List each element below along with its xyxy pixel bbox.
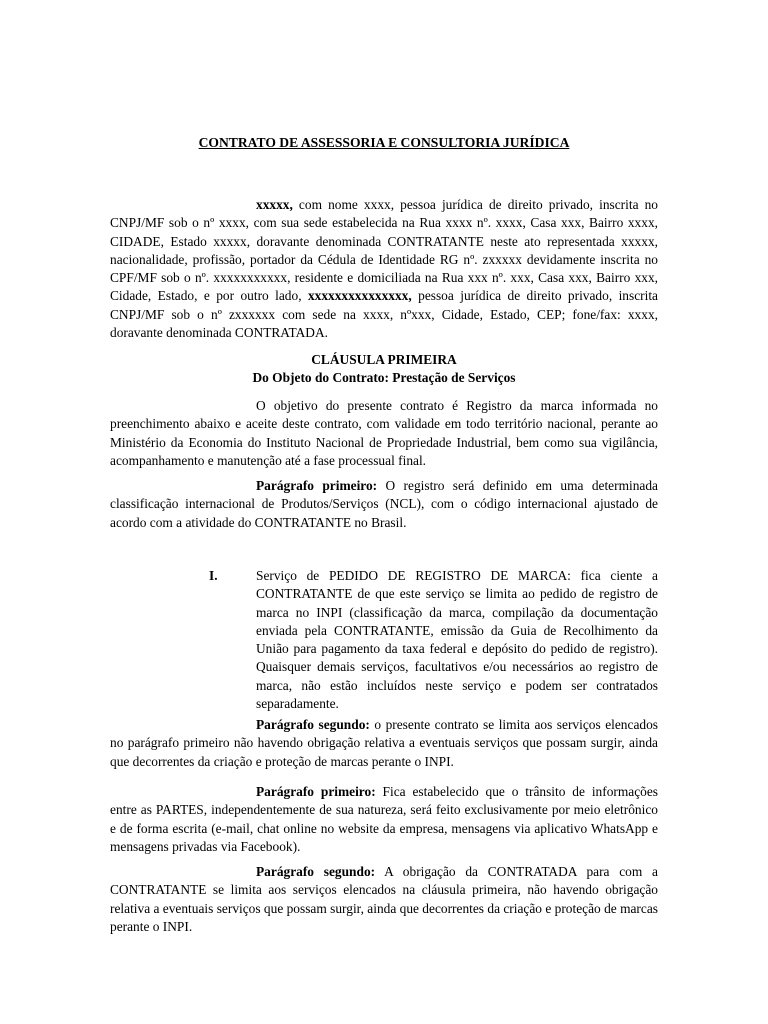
paragrafo-primeiro-1-label: Parágrafo primeiro: — [256, 478, 378, 493]
paragrafo-primeiro-2-text: Fica estabelecido que o trânsito de informações entre as PARTES, independentemente de sua natureza, será feito exclusivamente por meio eletrônico e de forma escrita (e-mail, chat online no website da empresa, mensagens via aplicativo WhatsApp e mensagens privadas via Facebook). — [110, 784, 659, 854]
paragrafo-primeiro-2-label: Parágrafo primeiro: — [256, 784, 376, 799]
item-text: Serviço de PEDIDO DE REGISTRO DE MARCA: fica ciente a CONTRATANTE de que este serviço se limita ao pedido de registro de marca no INPI (classificação da marca, compilação da documentação enviada pela CONTRATANTE, emissão da Guia de Recolhimento da União para pagamento da taxa federal e depósito do pedido de registro). Quaisquer demais serviços, facultativos e/ou necessários ao registro de marca, não estão incluídos neste serviço e podem ser contratados separadamente. — [256, 568, 658, 712]
paragrafo-segundo-2 — [110, 863, 658, 936]
paragrafo-primeiro-1-text: O registro será definido em uma determinada classificação internacional de Produtos/Serviços (NCL), com o código internacional ajustado de acordo com a atividade do CONTRATANTE no Brasil. — [110, 478, 659, 530]
contratante-text: com nome xxxx, pessoa jurídica de direito privado, inscrita no CNPJ/MF sob o nº xxxx, com sua sede estabelecida na Rua xxxx nº. xxxx, Casa xxx, Bairro xxxx, CIDADE, Estado xxxxx, doravante denominada CONTRATANTE neste ato representada xxxxx, nacionalidade, profissão, portador da Cédula de Identidade RG nº. zxxxxx devidamente inscrita no CPF/MF sob o nº. xxxxxxxxxxx, residente e domiciliada na Rua xxx nº. xxx, Casa xxx, Bairro xxx, Cidade, Estado, e por outro lado, — [110, 197, 658, 304]
clause-heading: CLÁUSULA PRIMEIRA — [311, 352, 457, 367]
contratada-text: pessoa jurídica de direito privado, inscrita CNPJ/MF sob o nº zxxxxxx com sede na xxxx, nºxxx, Cidade, Estado, CEP; fone/fax: xxxx, doravante denominada CONTRATADA. — [110, 288, 658, 341]
paragrafo-segundo-1 — [110, 716, 658, 771]
paragrafo-segundo-1-text: o presente contrato se limita aos serviços elencados no parágrafo primeiro não havendo obrigação relativa a eventuais serviços que possam surgir, ainda que decorrentes da criação e proteção de marcas perante o INPI. — [110, 717, 658, 769]
paragrafo-primeiro-1 — [110, 477, 658, 532]
paragrafo-primeiro-2 — [110, 783, 658, 856]
parties-paragraph — [110, 196, 658, 342]
item-number: I. — [209, 568, 218, 583]
clause-paragraph — [110, 397, 658, 470]
clause-subheading: Do Objeto do Contrato: Prestação de Serviços — [252, 370, 516, 385]
paragrafo-segundo-2-text: A obrigação da CONTRATADA para com a CONTRATANTE se limita aos serviços elencados na cláusula primeira, não havendo obrigação relativa a eventuais serviços que possam surgir, ainda que decorrentes da criação e proteção de marcas perante o INPI. — [110, 864, 658, 934]
paragrafo-segundo-1-label: Parágrafo segundo: — [256, 717, 370, 732]
contratante-name: xxxxx, — [256, 197, 293, 212]
paragrafo-segundo-2-label: Parágrafo segundo: — [256, 864, 376, 879]
document-title: CONTRATO DE ASSESSORIA E CONSULTORIA JURÍDICA — [198, 135, 570, 150]
contratada-name: xxxxxxxxxxxxxxx, — [307, 288, 412, 304]
clause-paragraph-text: O objetivo do presente contrato é Registro da marca informada no preenchimento abaixo e aceite deste contrato, com validade em todo território nacional, perante ao Ministério da Economia do Instituto Nacional de Propriedade Industrial, bem como sua vigilância, acompanhamento e manutenção até a fase processual final. — [110, 398, 658, 468]
